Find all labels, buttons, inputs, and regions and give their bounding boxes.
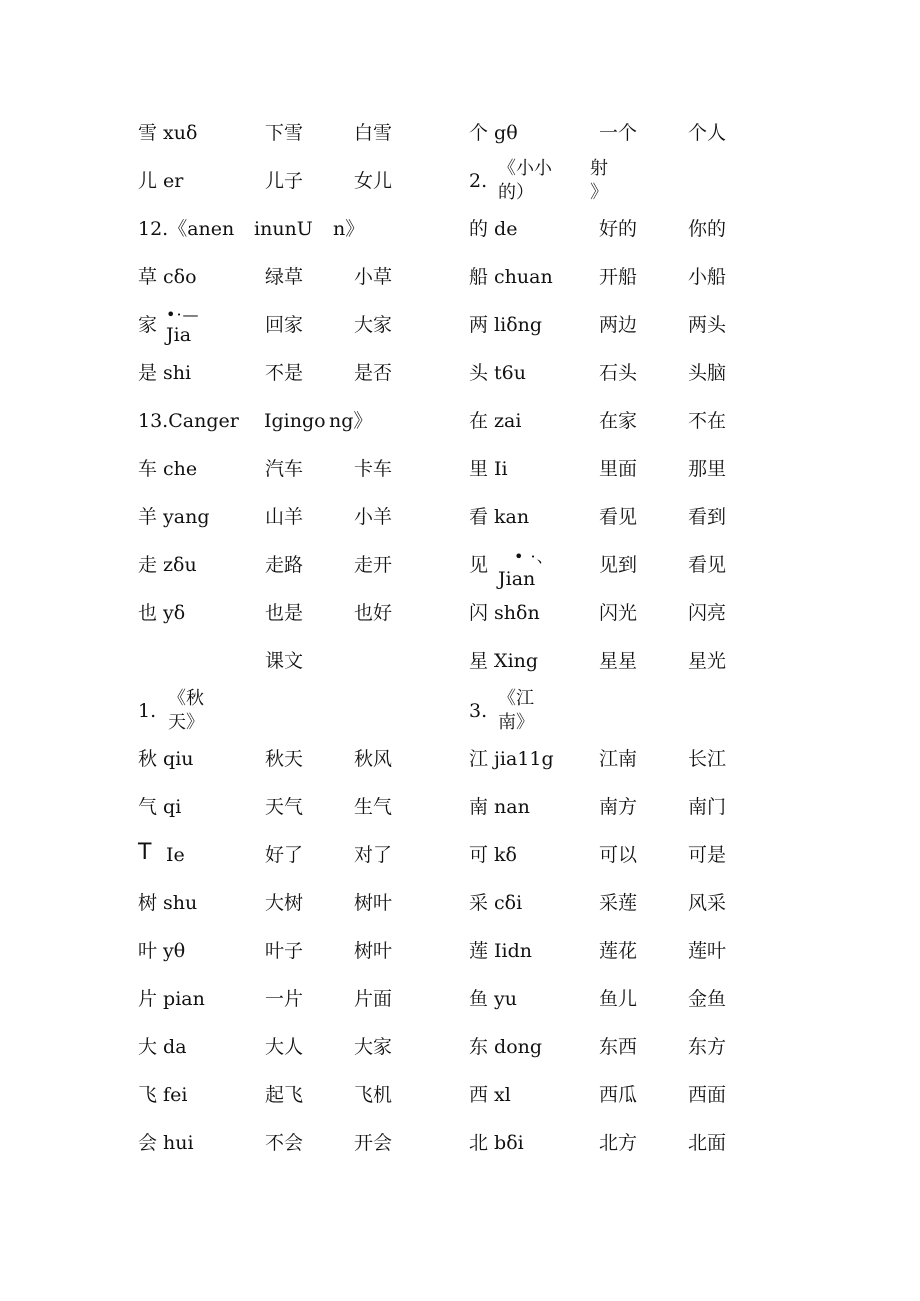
word-entry: 秋 qiu bbox=[138, 748, 194, 770]
word-example: 大家 bbox=[354, 1036, 393, 1058]
word-example: 不会 bbox=[265, 1132, 304, 1154]
word-example: 山羊 bbox=[265, 506, 304, 528]
word-example: 秋风 bbox=[354, 748, 393, 770]
word-example: 里面 bbox=[599, 458, 638, 480]
word-entry: 儿 er bbox=[138, 170, 184, 192]
word-example: 鱼儿 bbox=[599, 988, 638, 1010]
word-entry: 在 zai bbox=[469, 410, 522, 432]
lesson-heading: 13.Canger bbox=[138, 410, 239, 432]
word-example: 风采 bbox=[688, 892, 727, 914]
word-entry-pinyin: Jian bbox=[498, 568, 536, 590]
table-row bbox=[0, 361, 920, 405]
word-example: 好的 bbox=[599, 218, 638, 240]
word-example: 西瓜 bbox=[599, 1084, 638, 1106]
word-example: 一片 bbox=[265, 988, 304, 1010]
word-example: 东方 bbox=[688, 1036, 727, 1058]
table-row bbox=[0, 158, 920, 213]
table-row bbox=[0, 121, 920, 165]
word-example: 绿草 bbox=[265, 266, 304, 288]
table-row bbox=[0, 1035, 920, 1079]
table-row bbox=[0, 265, 920, 309]
word-example: 回家 bbox=[265, 314, 304, 336]
word-entry: 的 de bbox=[469, 218, 518, 240]
word-entry: 叶 yθ bbox=[138, 940, 186, 962]
word-example: 起飞 bbox=[265, 1084, 304, 1106]
word-example: 秋天 bbox=[265, 748, 304, 770]
word-entry: 里 Ii bbox=[469, 458, 508, 480]
word-example: 一个 bbox=[599, 122, 638, 144]
word-example: 树叶 bbox=[354, 940, 393, 962]
word-example: 走路 bbox=[265, 554, 304, 576]
lesson-title-cont: 射 》 bbox=[590, 158, 608, 203]
table-row bbox=[0, 747, 920, 791]
word-entry: 气 qi bbox=[138, 796, 182, 818]
word-example: 南门 bbox=[688, 796, 727, 818]
word-example: 看见 bbox=[599, 506, 638, 528]
word-example: 白雪 bbox=[354, 122, 393, 144]
table-row bbox=[0, 305, 920, 357]
word-example: 下雪 bbox=[265, 122, 304, 144]
word-entry: 采 cδi bbox=[469, 892, 523, 914]
table-row bbox=[0, 795, 920, 839]
table-row bbox=[0, 505, 920, 549]
word-example: 开船 bbox=[599, 266, 638, 288]
word-example: 星星 bbox=[599, 650, 638, 672]
word-example: 看见 bbox=[688, 554, 727, 576]
word-example: 对了 bbox=[354, 844, 393, 866]
table-row bbox=[0, 688, 920, 743]
word-entry: 南 nan bbox=[469, 796, 530, 818]
word-example: 卡车 bbox=[354, 458, 393, 480]
lesson-number: 3. bbox=[469, 700, 488, 722]
word-example: 生气 bbox=[354, 796, 393, 818]
word-example: 汽车 bbox=[265, 458, 304, 480]
word-example: 大人 bbox=[265, 1036, 304, 1058]
table-row bbox=[0, 649, 920, 693]
word-entry: 羊 yang bbox=[138, 506, 210, 528]
word-entry: 草 cδo bbox=[138, 266, 197, 288]
table-row bbox=[0, 217, 920, 261]
word-entry: 个 gθ bbox=[469, 122, 518, 144]
word-example: 可以 bbox=[599, 844, 638, 866]
word-example: 在家 bbox=[599, 410, 638, 432]
lesson-title: 《小小 的） bbox=[498, 158, 552, 203]
lesson-heading-part: n》 bbox=[333, 218, 365, 240]
word-entry: 车 che bbox=[138, 458, 198, 480]
word-entry-char: T bbox=[138, 840, 152, 865]
word-example: 不是 bbox=[265, 362, 304, 384]
word-entry-pinyin: Jia bbox=[166, 324, 192, 346]
word-entry: 东 dong bbox=[469, 1036, 543, 1058]
lesson-number: 2. bbox=[469, 170, 488, 192]
word-example: 小羊 bbox=[354, 506, 393, 528]
word-example: 石头 bbox=[599, 362, 638, 384]
word-example: 树叶 bbox=[354, 892, 393, 914]
word-example: 也是 bbox=[265, 602, 304, 624]
word-example: 女儿 bbox=[354, 170, 393, 192]
word-entry: 树 shu bbox=[138, 892, 198, 914]
word-example: 莲叶 bbox=[688, 940, 727, 962]
word-example: 两边 bbox=[599, 314, 638, 336]
lesson-title: 《秋 天》 bbox=[168, 688, 204, 733]
word-entry: 走 zδu bbox=[138, 554, 197, 576]
word-example: 江南 bbox=[599, 748, 638, 770]
word-entry-char: 见 bbox=[469, 554, 489, 576]
word-entry: 两 liδng bbox=[469, 314, 543, 336]
word-entry: 江 jia11g bbox=[469, 748, 554, 770]
word-entry: 飞 fei bbox=[138, 1084, 188, 1106]
word-example: 看到 bbox=[688, 506, 727, 528]
word-example: 东西 bbox=[599, 1036, 638, 1058]
word-entry: 大 da bbox=[138, 1036, 187, 1058]
word-example: 也好 bbox=[354, 602, 393, 624]
word-example: 不在 bbox=[688, 410, 727, 432]
word-entry: 闪 shδn bbox=[469, 602, 540, 624]
section-heading: 课文 bbox=[265, 650, 304, 672]
word-example: 个人 bbox=[688, 122, 727, 144]
word-example: 两头 bbox=[688, 314, 727, 336]
word-example: 片面 bbox=[354, 988, 393, 1010]
word-example: 小船 bbox=[688, 266, 727, 288]
word-example: 儿子 bbox=[265, 170, 304, 192]
word-example: 闪光 bbox=[599, 602, 638, 624]
word-entry-pinyin: Ie bbox=[166, 844, 185, 866]
word-entry-char: 家 bbox=[138, 314, 158, 336]
word-entry: 片 pian bbox=[138, 988, 205, 1010]
word-example: 小草 bbox=[354, 266, 393, 288]
word-example: 那里 bbox=[688, 458, 727, 480]
word-example: 采莲 bbox=[599, 892, 638, 914]
word-example: 开会 bbox=[354, 1132, 393, 1154]
table-row bbox=[0, 457, 920, 501]
table-row bbox=[0, 601, 920, 645]
word-example: 南方 bbox=[599, 796, 638, 818]
word-entry: 可 kδ bbox=[469, 844, 517, 866]
word-example: 西面 bbox=[688, 1084, 727, 1106]
word-example: 北面 bbox=[688, 1132, 727, 1154]
word-entry: 鱼 yu bbox=[469, 988, 518, 1010]
word-entry: 北 bδi bbox=[469, 1132, 524, 1154]
lesson-title: 《江 南》 bbox=[498, 688, 534, 733]
tone-marks: • ·、 bbox=[514, 547, 554, 566]
table-row bbox=[0, 547, 920, 597]
word-example: 莲花 bbox=[599, 940, 638, 962]
table-row bbox=[0, 840, 920, 887]
word-entry: 也 yδ bbox=[138, 602, 186, 624]
word-entry: 莲 Iidn bbox=[469, 940, 533, 962]
lesson-heading: 12.《anen bbox=[138, 218, 235, 240]
word-example: 大树 bbox=[265, 892, 304, 914]
table-row bbox=[0, 987, 920, 1031]
word-entry: 看 kan bbox=[469, 506, 530, 528]
lesson-heading-part: ng》 bbox=[329, 410, 373, 432]
word-example: 大家 bbox=[354, 314, 393, 336]
word-example: 是否 bbox=[354, 362, 393, 384]
word-example: 飞机 bbox=[354, 1084, 393, 1106]
word-entry: 雪 xuδ bbox=[138, 122, 198, 144]
lesson-heading-part: inunU bbox=[254, 218, 313, 240]
table-row bbox=[0, 939, 920, 983]
word-example: 走开 bbox=[354, 554, 393, 576]
word-example: 叶子 bbox=[265, 940, 304, 962]
table-row bbox=[0, 891, 920, 935]
word-example: 见到 bbox=[599, 554, 638, 576]
word-entry: 会 hui bbox=[138, 1132, 194, 1154]
word-example: 可是 bbox=[688, 844, 727, 866]
word-example: 闪亮 bbox=[688, 602, 727, 624]
lesson-number: 1. bbox=[138, 700, 157, 722]
table-row bbox=[0, 409, 920, 453]
word-example: 你的 bbox=[688, 218, 727, 240]
word-entry: 西 xl bbox=[469, 1084, 511, 1106]
tone-marks: •·— bbox=[166, 305, 200, 324]
lesson-heading-part: Igingo bbox=[264, 410, 326, 432]
word-example: 头脑 bbox=[688, 362, 727, 384]
word-entry: 星 Xing bbox=[469, 650, 539, 672]
table-row bbox=[0, 1083, 920, 1127]
word-example: 星光 bbox=[688, 650, 727, 672]
word-example: 好了 bbox=[265, 844, 304, 866]
word-example: 天气 bbox=[265, 796, 304, 818]
word-entry: 头 t6u bbox=[469, 362, 527, 384]
word-entry: 是 shi bbox=[138, 362, 192, 384]
word-example: 金鱼 bbox=[688, 988, 727, 1010]
word-example: 长江 bbox=[688, 748, 727, 770]
word-example: 北方 bbox=[599, 1132, 638, 1154]
word-entry: 船 chuan bbox=[469, 266, 553, 288]
table-row bbox=[0, 1131, 920, 1175]
